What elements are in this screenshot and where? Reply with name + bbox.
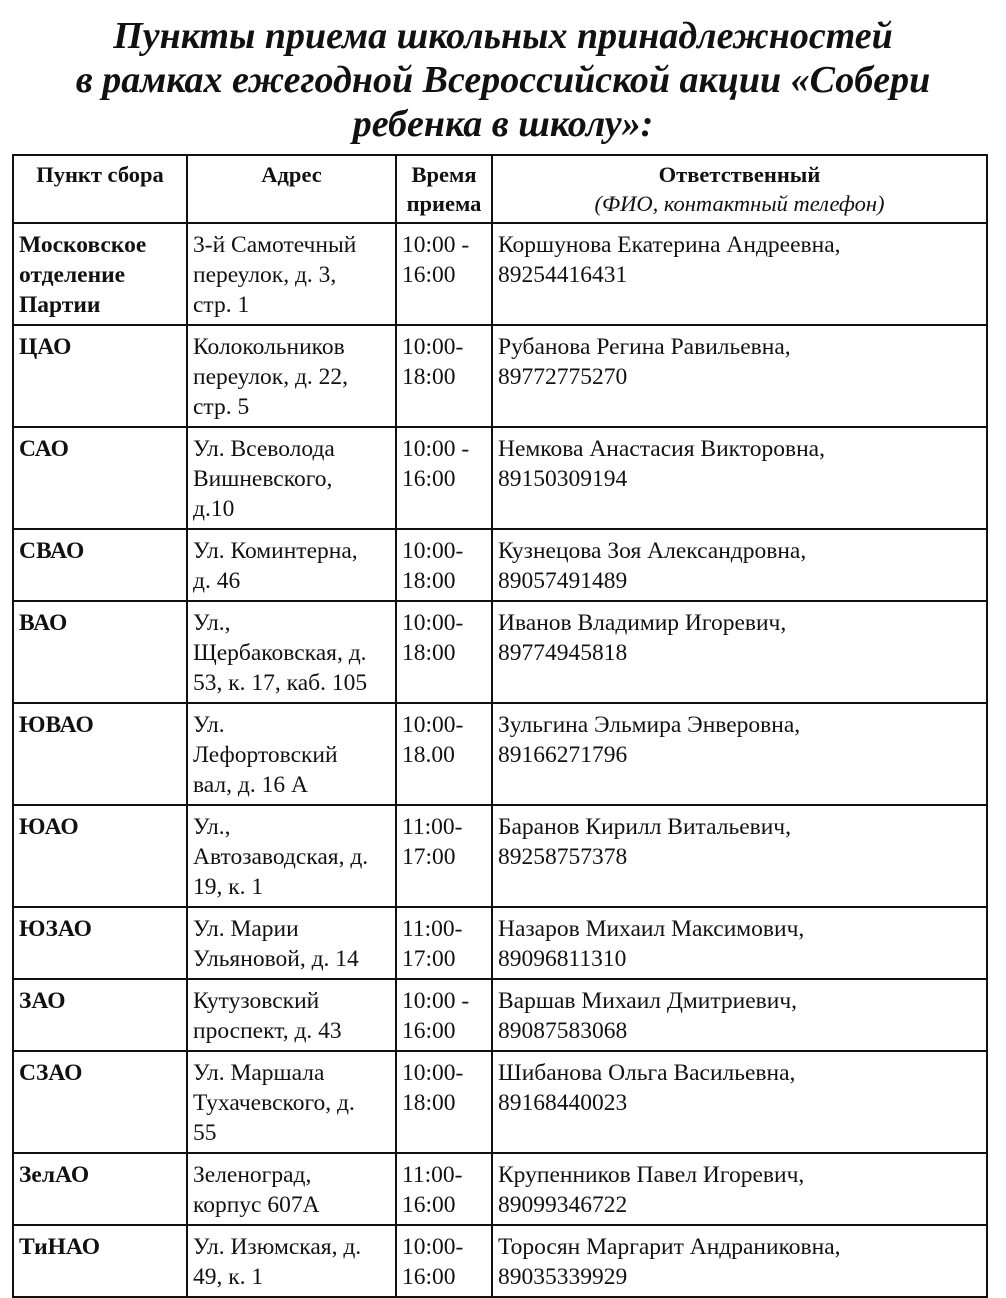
address-cell xyxy=(187,805,396,907)
address-cell xyxy=(187,427,396,529)
address-cell-line: Зеленоград, xyxy=(193,1162,312,1188)
page-title xyxy=(0,14,1006,146)
header-point xyxy=(13,155,187,223)
address-cell-line: Тухачевского, д. xyxy=(193,1090,355,1116)
address-cell-line: стр. 1 xyxy=(193,292,250,318)
point-cell-line: отделение xyxy=(19,262,126,288)
address-cell-line: проспект, д. 43 xyxy=(193,1018,342,1044)
time-cell xyxy=(396,1153,492,1225)
header-time-line-1: Время xyxy=(411,162,477,187)
title-line-3: ребенка в школу»: xyxy=(352,103,654,145)
table-row xyxy=(13,601,987,703)
address-cell-line: Ул. Коминтерна, xyxy=(193,538,358,564)
time-cell-line: 16:00 xyxy=(402,466,456,492)
collection-points-table xyxy=(12,154,988,1298)
responsible-cell-line: 89035339929 xyxy=(498,1264,628,1290)
table-row xyxy=(13,1225,987,1297)
responsible-cell-line: 89099346722 xyxy=(498,1192,628,1218)
table-row xyxy=(13,325,987,427)
time-cell xyxy=(396,601,492,703)
address-cell xyxy=(187,1153,396,1225)
responsible-cell-line: 89150309194 xyxy=(498,466,628,492)
address-cell xyxy=(187,1225,396,1297)
time-cell-line: 10:00- xyxy=(402,334,464,360)
responsible-cell-line: 89096811310 xyxy=(498,946,627,972)
time-cell xyxy=(396,427,492,529)
time-cell xyxy=(396,805,492,907)
responsible-cell xyxy=(492,325,987,427)
responsible-cell-line: Немкова Анастасия Викторовна, xyxy=(498,436,825,462)
address-cell-line: Лефортовский xyxy=(193,742,338,768)
point-cell-line: ЮАО xyxy=(19,814,79,840)
time-cell-line: 17:00 xyxy=(402,946,456,972)
address-cell xyxy=(187,979,396,1051)
address-cell xyxy=(187,703,396,805)
point-cell xyxy=(13,529,187,601)
address-cell-line: 3-й Самотечный xyxy=(193,232,357,258)
responsible-cell xyxy=(492,1225,987,1297)
address-cell-line: вал, д. 16 А xyxy=(193,772,308,798)
address-cell xyxy=(187,601,396,703)
responsible-cell-line: 89772775270 xyxy=(498,364,628,390)
time-cell xyxy=(396,1051,492,1153)
point-cell-line: ЦАО xyxy=(19,334,72,360)
address-cell-line: корпус 607А xyxy=(193,1192,320,1218)
point-cell xyxy=(13,1051,187,1153)
address-cell-line: Автозаводская, д. xyxy=(193,844,369,870)
responsible-cell xyxy=(492,601,987,703)
responsible-cell xyxy=(492,529,987,601)
time-cell xyxy=(396,529,492,601)
address-cell-line: 53, к. 17, каб. 105 xyxy=(193,670,368,696)
responsible-cell xyxy=(492,907,987,979)
responsible-cell xyxy=(492,427,987,529)
responsible-cell-line: Зульгина Эльмира Энверовна, xyxy=(498,712,801,738)
responsible-cell xyxy=(492,1153,987,1225)
responsible-cell xyxy=(492,1051,987,1153)
address-cell xyxy=(187,529,396,601)
point-cell-line: ЮВАО xyxy=(19,712,94,738)
responsible-cell-line: Шибанова Ольга Васильевна, xyxy=(498,1060,796,1086)
table-row xyxy=(13,529,987,601)
table-row xyxy=(13,223,987,325)
header-responsible xyxy=(492,155,987,223)
table-row xyxy=(13,805,987,907)
address-cell-line: д.10 xyxy=(193,496,235,522)
responsible-cell-line: Крупенников Павел Игоревич, xyxy=(498,1162,805,1188)
time-cell xyxy=(396,703,492,805)
time-cell-line: 18:00 xyxy=(402,1090,456,1116)
time-cell-line: 18:00 xyxy=(402,640,456,666)
table-row xyxy=(13,427,987,529)
address-cell xyxy=(187,1051,396,1153)
time-cell-line: 10:00- xyxy=(402,1234,464,1260)
point-cell-line: ЗАО xyxy=(19,988,66,1014)
time-cell-line: 16:00 xyxy=(402,1264,456,1290)
responsible-cell-line: Иванов Владимир Игоревич, xyxy=(498,610,787,636)
time-cell-line: 10:00 - xyxy=(402,436,470,462)
table-row xyxy=(13,1051,987,1153)
responsible-cell-line: 89057491489 xyxy=(498,568,628,594)
address-cell-line: Колокольников xyxy=(193,334,345,360)
time-cell-line: 18:00 xyxy=(402,364,456,390)
time-cell-line: 16:00 xyxy=(402,262,456,288)
time-cell-line: 10:00- xyxy=(402,1060,464,1086)
address-cell-line: Ул. Всеволода xyxy=(193,436,335,462)
responsible-cell-line: Рубанова Регина Равильевна, xyxy=(498,334,791,360)
address-cell-line: 19, к. 1 xyxy=(193,874,264,900)
responsible-cell-line: Назаров Михаил Максимович, xyxy=(498,916,805,942)
responsible-cell xyxy=(492,703,987,805)
header-address-label: Адрес xyxy=(261,162,322,187)
time-cell-line: 11:00- xyxy=(402,916,463,942)
responsible-cell-line: 89168440023 xyxy=(498,1090,628,1116)
point-cell xyxy=(13,1225,187,1297)
address-cell-line: стр. 5 xyxy=(193,394,250,420)
point-cell xyxy=(13,907,187,979)
address-cell-line: Ул. Марии xyxy=(193,916,299,942)
time-cell-line: 10:00- xyxy=(402,712,464,738)
header-time xyxy=(396,155,492,223)
responsible-cell-line: 89166271796 xyxy=(498,742,628,768)
address-cell-line: 49, к. 1 xyxy=(193,1264,264,1290)
address-cell-line: переулок, д. 3, xyxy=(193,262,337,288)
responsible-cell-line: Баранов Кирилл Витальевич, xyxy=(498,814,791,840)
point-cell xyxy=(13,223,187,325)
time-cell-line: 10:00- xyxy=(402,538,464,564)
address-cell-line: Ул. xyxy=(193,712,225,738)
point-cell-line: ЮЗАО xyxy=(19,916,92,942)
table-row xyxy=(13,1153,987,1225)
time-cell xyxy=(396,325,492,427)
table-row xyxy=(13,907,987,979)
time-cell-line: 16:00 xyxy=(402,1192,456,1218)
point-cell xyxy=(13,325,187,427)
time-cell xyxy=(396,1225,492,1297)
point-cell xyxy=(13,703,187,805)
time-cell xyxy=(396,907,492,979)
time-cell xyxy=(396,979,492,1051)
point-cell-line: СЗАО xyxy=(19,1060,83,1086)
header-point-label: Пункт сбора xyxy=(36,162,164,187)
point-cell xyxy=(13,427,187,529)
time-cell-line: 10:00 - xyxy=(402,232,470,258)
header-address xyxy=(187,155,396,223)
time-cell xyxy=(396,223,492,325)
address-cell-line: Щербаковская, д. xyxy=(193,640,367,666)
point-cell xyxy=(13,805,187,907)
point-cell-line: Московское xyxy=(19,232,147,258)
address-cell-line: Вишневского, xyxy=(193,466,333,492)
header-time-line-2: приема xyxy=(406,191,482,216)
address-cell-line: Ул. Изюмская, д. xyxy=(193,1234,362,1260)
responsible-cell-line: Торосян Маргарит Андраниковна, xyxy=(498,1234,841,1260)
time-cell-line: 18:00 xyxy=(402,568,456,594)
responsible-cell xyxy=(492,805,987,907)
table-row xyxy=(13,979,987,1051)
responsible-cell-line: Коршунова Екатерина Андреевна, xyxy=(498,232,841,258)
point-cell-line: ТиНАО xyxy=(19,1234,100,1260)
table-row xyxy=(13,703,987,805)
address-cell xyxy=(187,325,396,427)
address-cell-line: переулок, д. 22, xyxy=(193,364,349,390)
responsible-cell-line: Варшав Михаил Дмитриевич, xyxy=(498,988,798,1014)
address-cell-line: 55 xyxy=(193,1120,217,1146)
address-cell-line: Ульяновой, д. 14 xyxy=(193,946,359,972)
point-cell-line: СВАО xyxy=(19,538,85,564)
responsible-cell xyxy=(492,223,987,325)
time-cell-line: 11:00- xyxy=(402,814,463,840)
time-cell-line: 11:00- xyxy=(402,1162,463,1188)
title-line-2: в рамках ежегодной Всероссийской акции «Собери xyxy=(75,59,931,101)
time-cell-line: 10:00 - xyxy=(402,988,470,1014)
point-cell-line: ЗелАО xyxy=(19,1162,90,1188)
time-cell-line: 16:00 xyxy=(402,1018,456,1044)
address-cell-line: д. 46 xyxy=(193,568,241,594)
point-cell xyxy=(13,979,187,1051)
responsible-cell xyxy=(492,979,987,1051)
responsible-cell-line: 89254416431 xyxy=(498,262,628,288)
point-cell-line: САО xyxy=(19,436,69,462)
responsible-cell-line: 89087583068 xyxy=(498,1018,628,1044)
time-cell-line: 18.00 xyxy=(402,742,455,768)
time-cell-line: 10:00- xyxy=(402,610,464,636)
point-cell xyxy=(13,601,187,703)
point-cell-line: Партии xyxy=(19,292,101,318)
point-cell xyxy=(13,1153,187,1225)
table-body xyxy=(13,223,987,1297)
point-cell-line: ВАО xyxy=(19,610,68,636)
header-responsible-subtitle: (ФИО, контактный телефон) xyxy=(594,191,885,216)
responsible-cell-line: Кузнецова Зоя Александровна, xyxy=(498,538,807,564)
address-cell xyxy=(187,907,396,979)
address-cell-line: Ул., xyxy=(193,814,231,840)
table-header-row xyxy=(13,155,987,223)
responsible-cell-line: 89774945818 xyxy=(498,640,628,666)
address-cell-line: Ул. Маршала xyxy=(193,1060,325,1086)
time-cell-line: 17:00 xyxy=(402,844,456,870)
address-cell-line: Кутузовский xyxy=(193,988,320,1014)
responsible-cell-line: 89258757378 xyxy=(498,844,628,870)
title-line-1: Пункты приема школьных принадлежностей xyxy=(113,15,893,57)
header-responsible-label: Ответственный xyxy=(658,162,821,187)
address-cell xyxy=(187,223,396,325)
address-cell-line: Ул., xyxy=(193,610,231,636)
